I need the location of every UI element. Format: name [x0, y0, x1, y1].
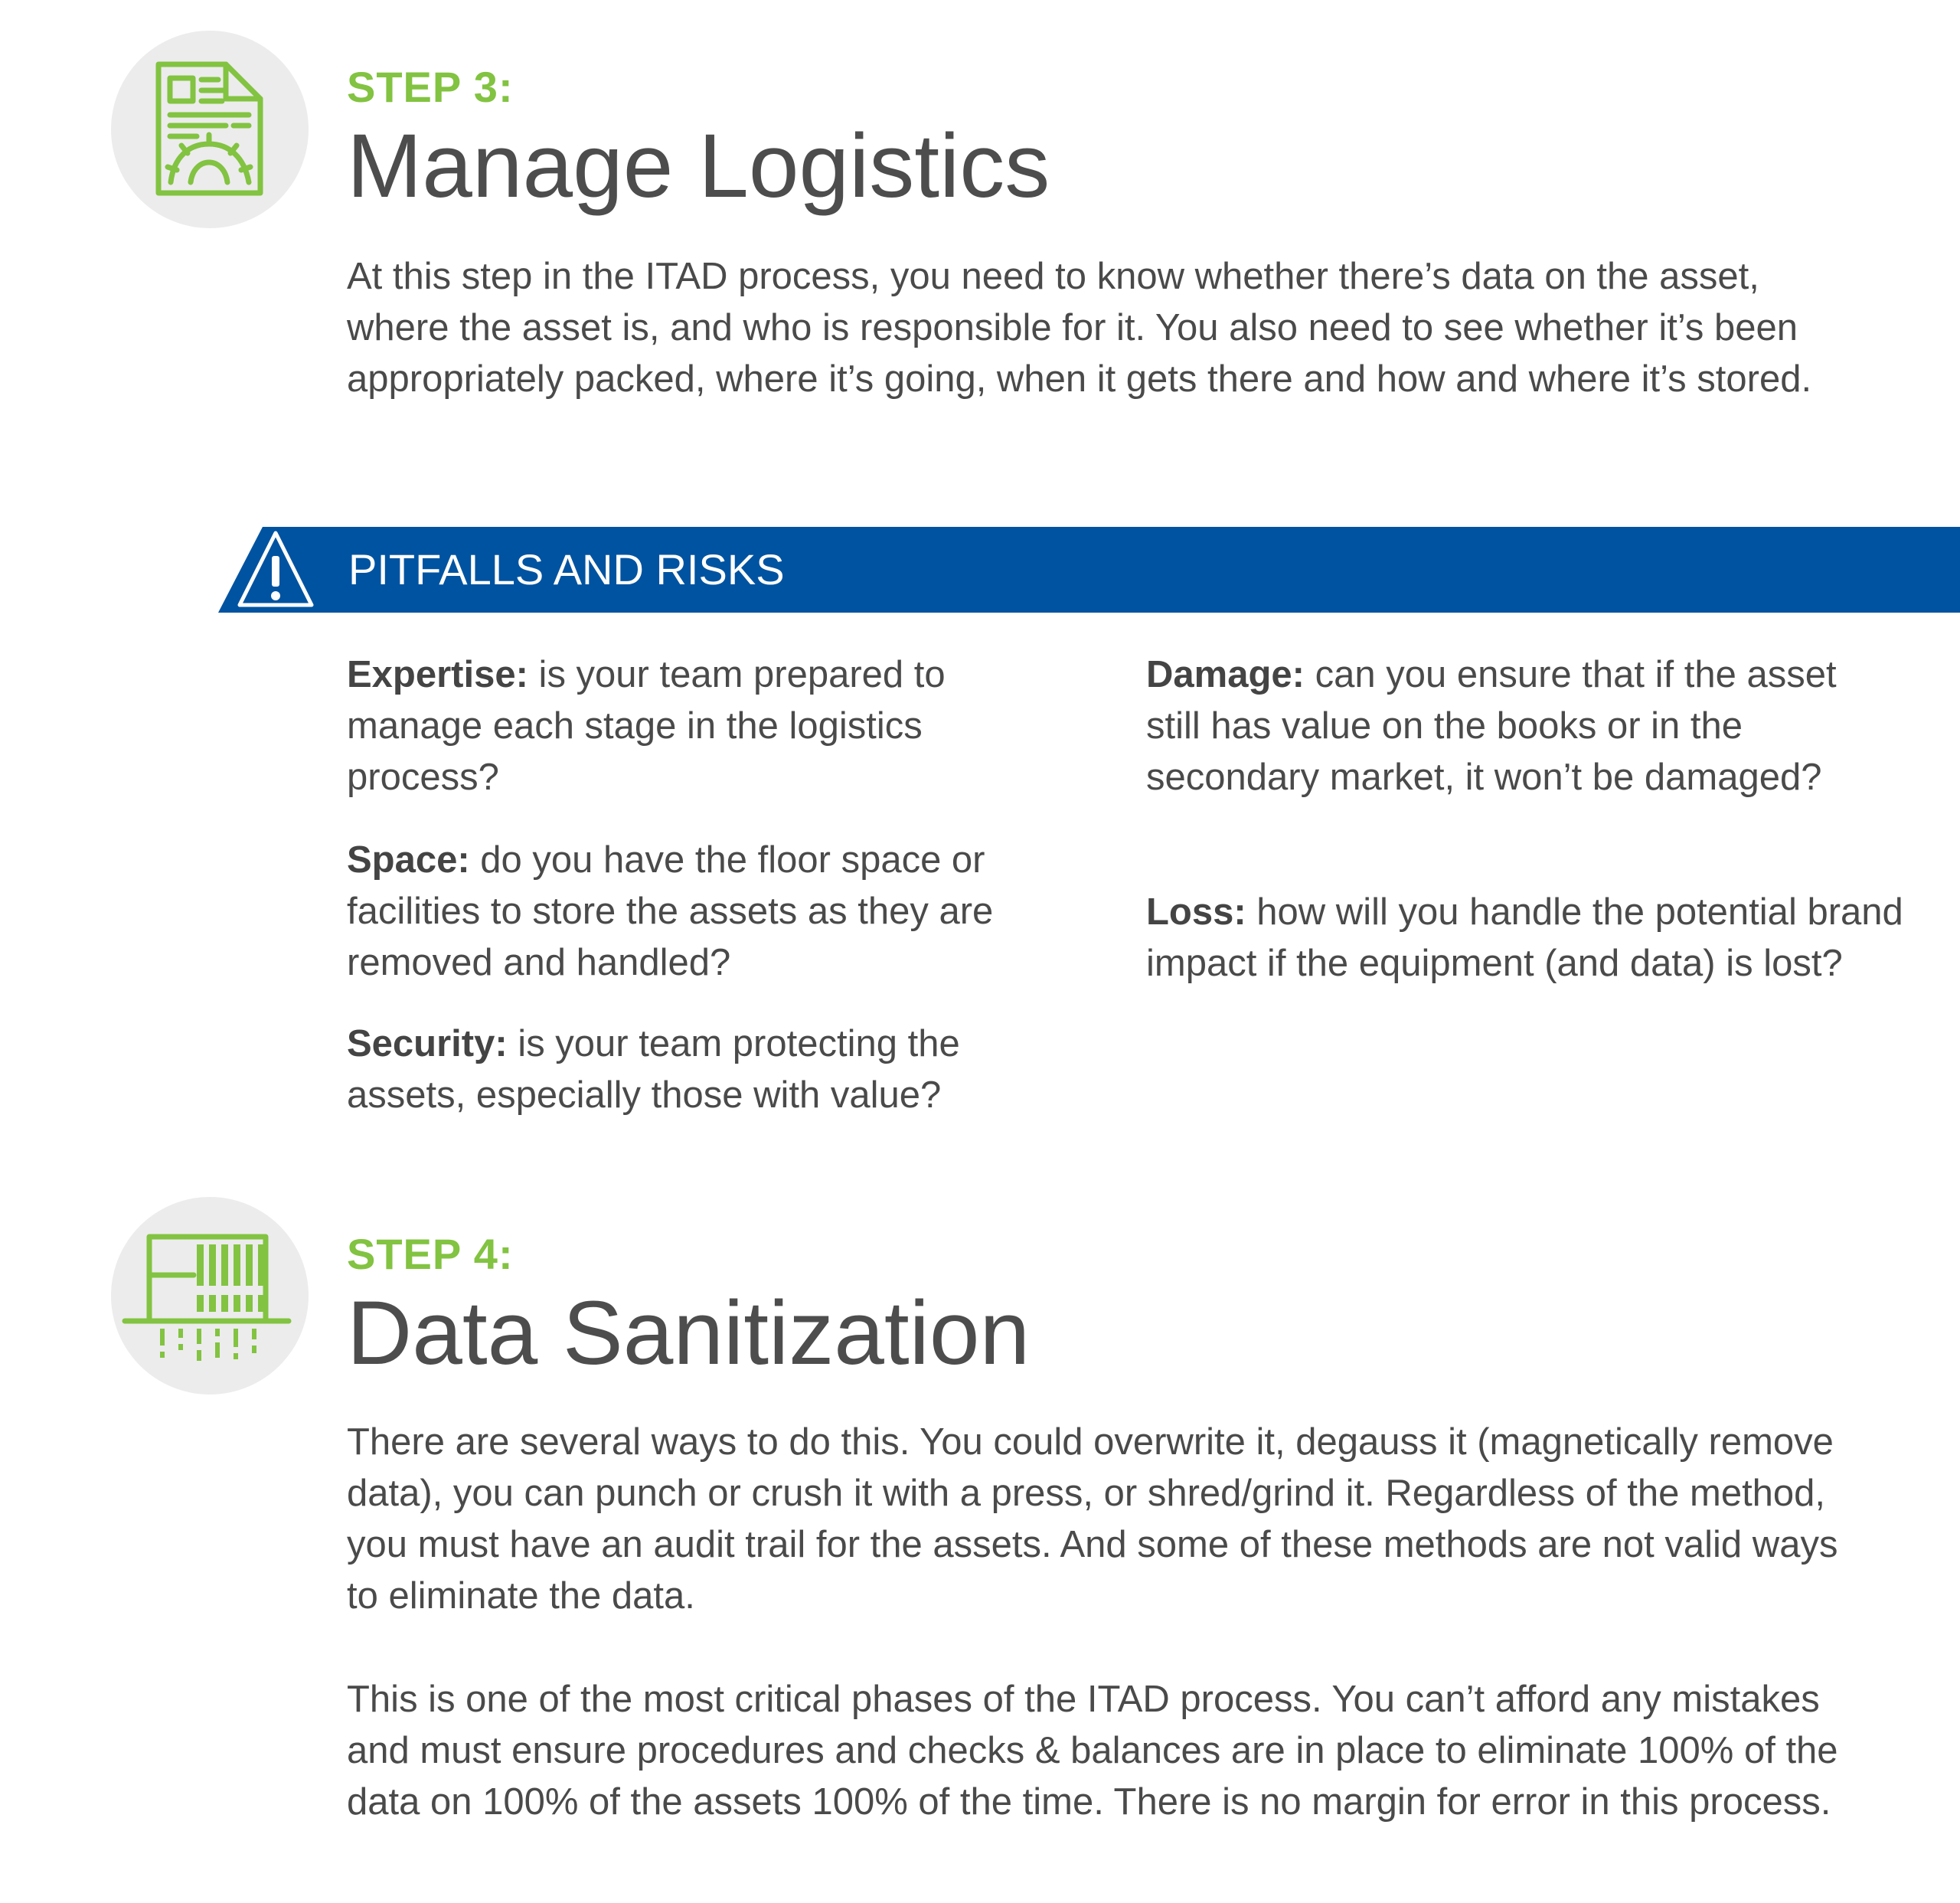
step4-label: STEP 4: [347, 1230, 514, 1278]
pitfall-space [347, 835, 1074, 989]
pitfall-text: how will you handle the potential brand impact if the equipment (and data) is lost? [1146, 891, 1903, 984]
pitfall-text: can you ensure that if the asset still has value on the books or in the secondary market, it won’t be damaged? [1146, 654, 1837, 798]
pitfall-text: is your team prepared to manage each stage in the logistics process? [347, 654, 946, 798]
pitfall-text: do you have the floor space or facilities to store the assets as they are removed and handled? [347, 839, 994, 983]
pitfall-term: Loss: [1146, 891, 1246, 933]
pitfalls-banner [218, 527, 1960, 613]
pitfall-term: Space: [347, 839, 470, 881]
step3-title: Manage Logistics [347, 116, 1050, 217]
pitfall-term: Security: [347, 1023, 508, 1064]
pitfall-term: Expertise: [347, 654, 528, 695]
pitfall-loss [1146, 887, 1912, 989]
step3-description: At this step in the ITAD process, you need to know whether there’s data on the asset, where the asset is, and who is responsible for it. You also need to see whether it’s been appropriately packed, where it’s going, when it gets there and how and where it’s stored. [347, 256, 1812, 400]
pitfall-security [347, 1019, 1074, 1121]
pitfall-text: is your team protecting the assets, especially those with value? [347, 1023, 960, 1116]
step4-title: Data Sanitization [347, 1283, 1031, 1384]
document-gear-icon [111, 31, 309, 228]
step4-paragraph-2: This is one of the most critical phases of the ITAD process. You can’t afford any mistakes and must ensure procedures and checks & balances are in place to eliminate 100% of the data on 100% of the assets 100% of the time. There is no margin for error in this process. [347, 1679, 1838, 1823]
shredder-icon [111, 1197, 309, 1395]
step4-paragraph-1: There are several ways to do this. You could overwrite it, degauss it (magnetically remove data), you can punch or crush it with a press, or shred/grind it. Regardless of the method, you must have an audit trail for the assets. And some of these methods are not valid ways to eliminate the data. [347, 1421, 1838, 1617]
pitfall-expertise [347, 649, 1074, 803]
pitfalls-heading: PITFALLS AND RISKS [348, 545, 785, 593]
pitfall-term: Damage: [1146, 654, 1305, 695]
pitfall-damage [1146, 649, 1866, 803]
step4-icon-circle [111, 1197, 309, 1395]
step3-label: STEP 3: [347, 63, 514, 111]
step3-icon-circle [111, 31, 309, 228]
